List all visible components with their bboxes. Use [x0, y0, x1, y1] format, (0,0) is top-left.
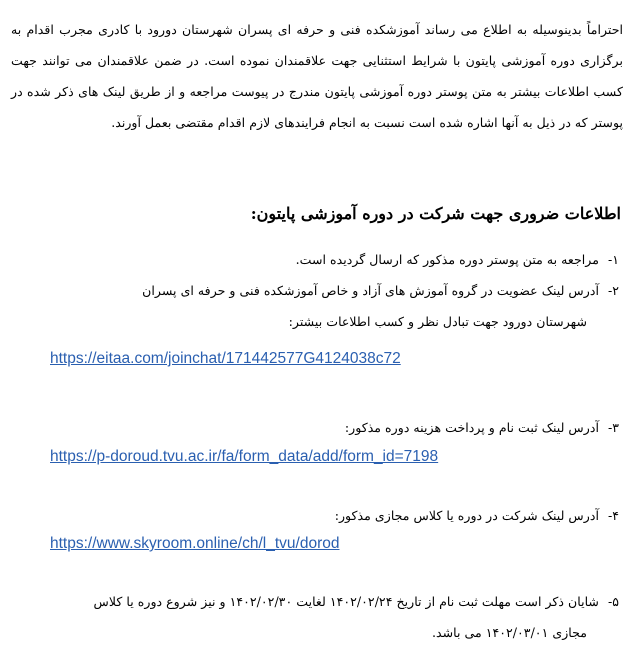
item-number: ۵-: [607, 594, 619, 609]
item-number: ۲-: [607, 283, 619, 298]
registration-form-link[interactable]: https://p-doroud.tvu.ac.ir/fa/form_data/add/form_id=7198: [50, 448, 439, 465]
item-text: مراجعه به متن پوستر دوره مذکور که ارسال گردیده است.: [295, 252, 599, 267]
eitaa-join-link[interactable]: https://eitaa.com/joinchat/171442577G4124038c72: [50, 350, 401, 367]
skyroom-class-link[interactable]: https://www.skyroom.online/ch/l_tvu/dorod: [50, 535, 340, 552]
item-text: آدرس لینک عضویت در گروه آموزش های آزاد و خاص آموزشکده فنی و حرفه ای پسران: [142, 283, 599, 298]
item-text: آدرس لینک ثبت نام و پرداخت هزینه دوره مذکور:: [344, 420, 599, 435]
intro-section: [11, 14, 623, 138]
list-item-4: [19, 500, 619, 531]
intro-paragraph: احتراماً بدینوسیله به اطلاع می رساند آموزشکده فنی و حرفه ای پسران شهرستان دورود با کادری مجرب اقدام به برگزاری دوره آموزشی پایتون با شرایط استثنایی جهت علاقمندان نموده است. در ضمن علاقمندان می توانند جهت کسب اطلاعات بیشتر به متن پوستر دوره آموزشی پایتون مندرج در پیوست مراجعه و از طریق لینک های ذکر شده در پوستر که در ذیل به آنها اشاره شده است نسبت به انجام فرایندهای لازم اقدام مقتضی بعمل آورند.: [11, 22, 623, 130]
list-item-5-continued: [19, 617, 619, 648]
list-item-5: [19, 586, 619, 617]
item-number: ۱-: [607, 252, 619, 267]
item-text-continued: مجازی ۱۴۰۲/۰۳/۰۱ می باشد.: [431, 625, 587, 640]
list-item-2-continued: [19, 306, 619, 337]
item-number: ۴-: [607, 508, 619, 523]
list-item-3: [19, 412, 619, 443]
list-item-1: [19, 244, 619, 275]
item-text: شایان ذکر است مهلت ثبت نام از تاریخ ۱۴۰۲/۰۲/۲۴ لغایت ۱۴۰۲/۰۲/۳۰ و نیز شروع دوره یا کلاس: [93, 594, 599, 609]
section-heading: اطلاعات ضروری جهت شرکت در دوره آموزشی پایتون:: [250, 204, 621, 223]
list-item-2: [19, 275, 619, 306]
item-number: ۳-: [607, 420, 619, 435]
item-text-continued: شهرستان دورود جهت تبادل نظر و کسب اطلاعات بیشتر:: [288, 314, 587, 329]
item-text: آدرس لینک شرکت در دوره یا کلاس مجازی مذکور:: [334, 508, 599, 523]
